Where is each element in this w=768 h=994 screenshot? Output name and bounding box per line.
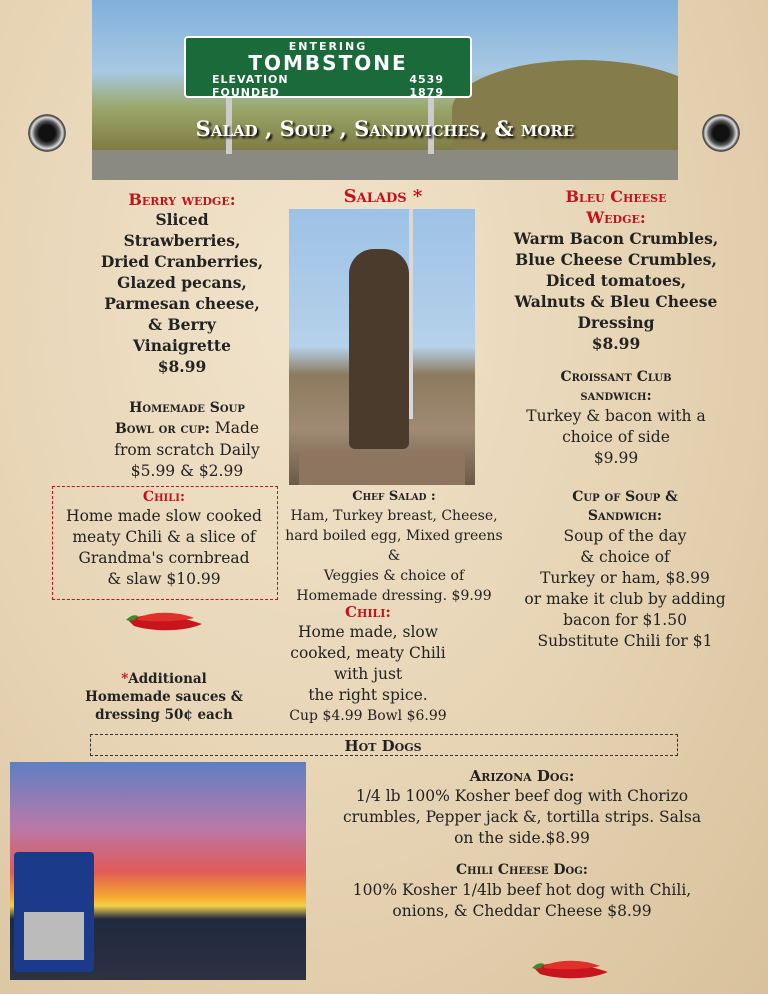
berry-line: Vinaigrette: [133, 336, 231, 355]
chili-section: [280, 602, 456, 726]
chili-pepper-icon: [530, 956, 610, 982]
croissant-line: choice of side: [562, 428, 670, 446]
statue-base-graphic: [299, 453, 465, 485]
berry-line: Dried Cranberries,: [100, 252, 264, 271]
sign-line-entering: ENTERING: [288, 40, 368, 53]
chili-line: Home made, slow: [297, 623, 439, 641]
chili-pepper-icon: [124, 608, 204, 634]
chili-cheese-dog-line: 100% Kosher 1/4lb beef hot dog with Chili,: [352, 881, 692, 899]
cup-soup-line: or make it club by adding: [524, 590, 726, 608]
chili-line: cooked, meaty Chili: [290, 644, 446, 662]
croissant-title: Croissant Club: [560, 369, 672, 385]
bleu-line: Walnuts & Bleu Cheese: [514, 292, 718, 311]
berry-line: Strawberries,: [123, 231, 241, 250]
additional-line: dressing 50¢ each: [95, 707, 233, 723]
chili-line: with just: [333, 665, 403, 683]
tombstone-banner-photo: [92, 0, 678, 180]
hot-dogs-header: Hot Dogs: [344, 737, 422, 755]
cup-of-soup-section: [512, 488, 738, 652]
soup-title-2: Bowl or cup:: [114, 421, 210, 437]
cup-soup-title-2: Sandwich:: [587, 508, 663, 524]
chili-cheese-dog-line: onions, & Cheddar Cheese $8.99: [392, 902, 652, 920]
sign-founded-label: FOUNDED: [212, 86, 280, 99]
soup-text: from scratch Daily: [114, 441, 260, 459]
truck-grill-graphic: [24, 912, 84, 960]
bleu-line: Blue Cheese Crumbles,: [515, 250, 717, 269]
berry-line: Parmesan cheese,: [104, 294, 260, 313]
arizona-dog-line: on the side.$8.99: [454, 829, 590, 847]
croissant-line: Turkey & bacon with a: [526, 407, 706, 425]
additional-line: Additional: [128, 671, 207, 687]
arizona-dog-line: 1/4 lb 100% Kosher beef dog with Chorizo: [355, 787, 689, 805]
statue-photo: [289, 209, 475, 485]
hill-graphic: [452, 60, 678, 160]
sign-line-tombstone: TOMBSTONE: [248, 51, 408, 75]
arizona-dog-title: Arizona Dog:: [469, 767, 575, 785]
salads-header: Salads *: [343, 186, 423, 207]
berry-wedge-section: [82, 190, 282, 377]
bullet-hole-icon: [28, 114, 66, 152]
chili-box-line: & slaw $10.99: [107, 570, 221, 588]
chili-price: Cup $4.99 Bowl $6.99: [289, 708, 447, 724]
chili-box-line: Grandma's cornbread: [78, 549, 250, 567]
cup-soup-line: Substitute Chili for $1: [537, 632, 713, 650]
chili-line: the right spice.: [308, 686, 428, 704]
cup-soup-line: & choice of: [580, 548, 670, 566]
cup-soup-line: Turkey or ham, $8.99: [540, 569, 710, 587]
road-graphic: [92, 150, 678, 180]
tombstone-sign: [184, 36, 472, 98]
bleu-line: Dressing: [577, 313, 655, 332]
chili-cheese-dog-section: [312, 860, 732, 922]
chef-salad-line: Ham, Turkey breast, Cheese,: [290, 508, 498, 524]
berry-line: & Berry: [148, 315, 216, 334]
additional-sauces-note: [74, 670, 254, 724]
arizona-dog-line: crumbles, Pepper jack &, tortilla strips. Salsa: [342, 808, 702, 826]
soup-text: Made: [209, 419, 260, 437]
bleu-title-2: Wedge:: [586, 208, 646, 227]
chef-salad-line: hard boiled egg, Mixed greens &: [285, 528, 503, 564]
croissant-title-2: sandwich:: [580, 388, 652, 404]
bleu-line: Warm Bacon Crumbles,: [513, 229, 719, 248]
chef-salad-line: Veggies & choice of: [323, 568, 465, 584]
berry-line: Glazed pecans,: [117, 273, 247, 292]
bullet-hole-icon: [702, 114, 740, 152]
bleu-title: Bleu Cheese: [565, 187, 667, 206]
flag-pole-graphic: [409, 209, 413, 419]
statue-figure-graphic: [349, 249, 409, 449]
sign-founded-value: 1879: [409, 86, 444, 99]
cup-soup-title: Cup of Soup &: [572, 489, 678, 505]
sunset-truck-photo: [10, 762, 306, 980]
sign-elevation-value: 4539: [409, 73, 444, 86]
additional-star: *: [121, 671, 129, 687]
chili-box-line: Home made slow cooked: [66, 507, 262, 525]
cup-soup-line: bacon for $1.50: [563, 611, 687, 629]
bleu-cheese-section: [498, 186, 734, 354]
chef-salad-title: Chef Salad :: [352, 489, 436, 504]
soup-price: $5.99 & $2.99: [130, 462, 244, 480]
berry-wedge-title: Berry wedge:: [128, 190, 236, 209]
additional-line: Homemade sauces &: [85, 689, 243, 705]
truck-graphic: [14, 852, 94, 972]
chili-box-section: [54, 488, 274, 590]
croissant-club-section: [498, 368, 734, 469]
chili-box-line: meaty Chili & a slice of: [72, 528, 256, 546]
cup-soup-line: Soup of the day: [563, 527, 687, 545]
chef-salad-section: [278, 488, 510, 606]
banner-title: Salad , Soup , Sandwiches, & more: [195, 116, 575, 141]
berry-line: Sliced: [155, 210, 209, 229]
croissant-price: $9.99: [593, 449, 639, 467]
sign-elevation-label: ELEVATION: [212, 73, 289, 86]
chili-title: Chili:: [345, 603, 391, 621]
chef-salad-line: Homemade dressing. $9.99: [296, 588, 492, 604]
berry-price: $8.99: [157, 357, 207, 376]
sign-founded-row: [186, 86, 470, 99]
bleu-price: $8.99: [591, 334, 641, 353]
chili-box-title: Chili:: [142, 489, 186, 505]
soup-title: Homemade Soup: [129, 400, 245, 416]
arizona-dog-section: [312, 766, 732, 849]
bleu-line: Diced tomatoes,: [545, 271, 687, 290]
chili-cheese-dog-title: Chili Cheese Dog:: [456, 862, 588, 878]
homemade-soup-section: [92, 398, 282, 482]
